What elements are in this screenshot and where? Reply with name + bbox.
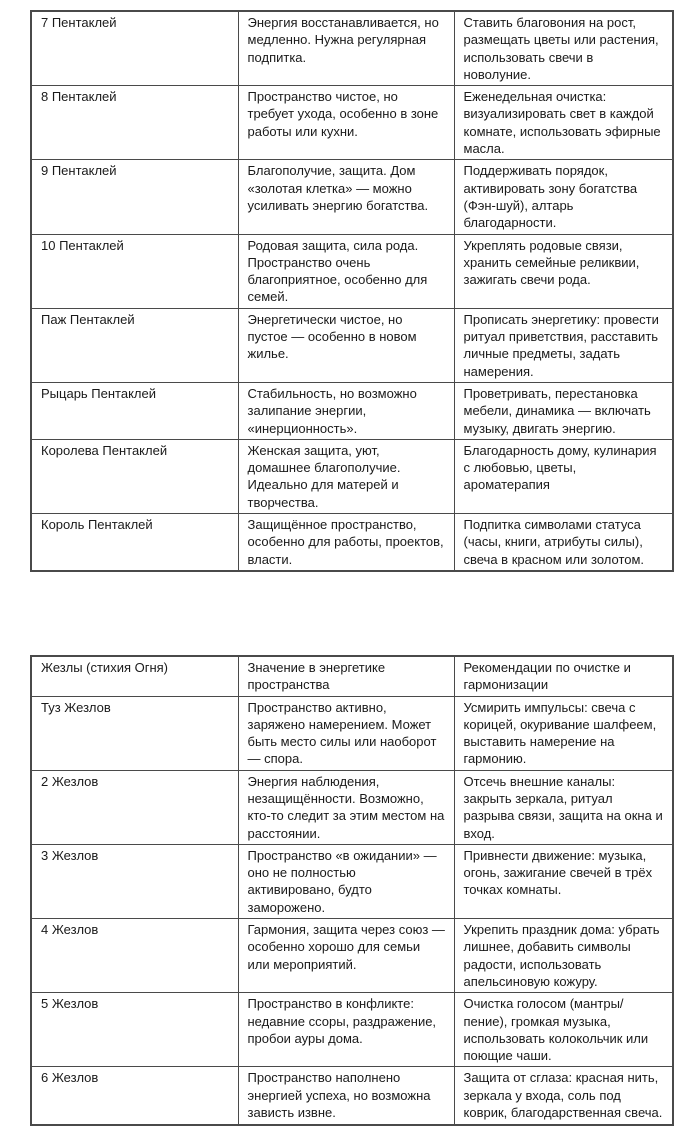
meaning-cell: Энергия восстанавливается, но медленно. Нужна регулярная подпитка. bbox=[238, 11, 454, 86]
meaning-cell: Благополучие, защита. Дом «золотая клетка» — можно усиливать энергию богатства. bbox=[238, 160, 454, 234]
meaning-cell: Пространство в конфликте: недавние ссоры, раздражение, пробои ауры дома. bbox=[238, 993, 454, 1067]
card-name-cell: 9 Пентаклей bbox=[31, 160, 238, 234]
recommendation-cell: Укреплять родовые связи, хранить семейные реликвии, зажигать свечи рода. bbox=[454, 234, 673, 308]
card-name-cell: Рыцарь Пентаклей bbox=[31, 382, 238, 439]
card-name-cell: Туз Жезлов bbox=[31, 696, 238, 770]
recommendation-cell: Еженедельная очистка: визуализировать свет в каждой комнате, использовать эфирные масла. bbox=[454, 86, 673, 160]
table-row bbox=[31, 86, 673, 160]
table-row bbox=[31, 234, 673, 308]
card-name-cell: 3 Жезлов bbox=[31, 844, 238, 918]
meaning-cell: Защищённое пространство, особенно для работы, проектов, власти. bbox=[238, 514, 454, 571]
recommendation-cell: Привнести движение: музыка, огонь, зажигание свечей в трёх точках комнаты. bbox=[454, 844, 673, 918]
recommendation-cell: Защита от сглаза: красная нить, зеркала у входа, соль под коврик, благодарственная свеча. bbox=[454, 1067, 673, 1125]
meaning-cell: Родовая защита, сила рода. Пространство очень благоприятное, особенно для семей. bbox=[238, 234, 454, 308]
recommendation-cell: Очистка голосом (мантры/пение), громкая музыка, использовать колокольчик или поющие чаши. bbox=[454, 993, 673, 1067]
card-name-cell: 6 Жезлов bbox=[31, 1067, 238, 1125]
recommendation-cell: Подпитка символами статуса (часы, книги, атрибуты силы), свеча в красном или золотом. bbox=[454, 514, 673, 571]
meaning-cell: Женская защита, уют, домашнее благополучие. Идеально для матерей и творчества. bbox=[238, 439, 454, 513]
recommendation-cell: Проветривать, перестановка мебели, динамика — включать музыку, двигать энергию. bbox=[454, 382, 673, 439]
recommendation-cell: Поддерживать порядок, активировать зону богатства (Фэн-шуй), алтарь благодарности. bbox=[454, 160, 673, 234]
table-row bbox=[31, 1067, 673, 1125]
card-name-cell: 7 Пентаклей bbox=[31, 11, 238, 86]
section-gap bbox=[30, 572, 672, 655]
card-name-cell: Королева Пентаклей bbox=[31, 439, 238, 513]
table-row bbox=[31, 308, 673, 382]
table-row bbox=[31, 11, 673, 86]
header-meaning-cell: Значение в энергетике пространства bbox=[238, 656, 454, 696]
meaning-cell: Стабильность, но возможно залипание энергии, «инерционность». bbox=[238, 382, 454, 439]
table-row bbox=[31, 844, 673, 918]
card-name-cell: 5 Жезлов bbox=[31, 993, 238, 1067]
card-name-cell: Король Пентаклей bbox=[31, 514, 238, 571]
meaning-cell: Энергия наблюдения, незащищённости. Возможно, кто-то следит за этим местом на расстоянии. bbox=[238, 770, 454, 844]
table-row bbox=[31, 160, 673, 234]
card-name-cell: 8 Пентаклей bbox=[31, 86, 238, 160]
card-name-cell: Паж Пентаклей bbox=[31, 308, 238, 382]
pentacles-table bbox=[30, 10, 674, 572]
meaning-cell: Пространство «в ожидании» — оно не полностью активировано, будто заморожено. bbox=[238, 844, 454, 918]
meaning-cell: Пространство активно, заряжено намерением. Может быть место силы или наоборот — спора. bbox=[238, 696, 454, 770]
card-name-cell: 10 Пентаклей bbox=[31, 234, 238, 308]
recommendation-cell: Прописать энергетику: провести ритуал приветствия, расставить личные предметы, задать намерения. bbox=[454, 308, 673, 382]
recommendation-cell: Усмирить импульсы: свеча с корицей, окуривание шалфеем, выставить намерение на гармонию. bbox=[454, 696, 673, 770]
recommendation-cell: Благодарность дому, кулинария с любовью, цветы, ароматерапия bbox=[454, 439, 673, 513]
table-row bbox=[31, 382, 673, 439]
table-row bbox=[31, 993, 673, 1067]
meaning-cell: Пространство наполнено энергией успеха, но возможна зависть извне. bbox=[238, 1067, 454, 1125]
table-header-row bbox=[31, 656, 673, 696]
card-name-cell: 2 Жезлов bbox=[31, 770, 238, 844]
table-row bbox=[31, 770, 673, 844]
recommendation-cell: Укрепить праздник дома: убрать лишнее, добавить символы радости, использовать апельсиновую кожуру. bbox=[454, 919, 673, 993]
recommendation-cell: Отсечь внешние каналы: закрыть зеркала, ритуал разрыва связи, защита на окна и вход. bbox=[454, 770, 673, 844]
meaning-cell: Энергетически чистое, но пустое — особенно в новом жилье. bbox=[238, 308, 454, 382]
meaning-cell: Пространство чистое, но требует ухода, особенно в зоне работы или кухни. bbox=[238, 86, 454, 160]
wands-table bbox=[30, 655, 674, 1126]
table-row bbox=[31, 919, 673, 993]
table-row bbox=[31, 439, 673, 513]
card-name-cell: 4 Жезлов bbox=[31, 919, 238, 993]
recommendation-cell: Ставить благовония на рост, размещать цветы или растения, использовать свечи в новолуние. bbox=[454, 11, 673, 86]
header-card-cell: Жезлы (стихия Огня) bbox=[31, 656, 238, 696]
table-row bbox=[31, 696, 673, 770]
table-row bbox=[31, 514, 673, 571]
header-recommendation-cell: Рекомендации по очистке и гармонизации bbox=[454, 656, 673, 696]
meaning-cell: Гармония, защита через союз — особенно хорошо для семьи или мероприятий. bbox=[238, 919, 454, 993]
